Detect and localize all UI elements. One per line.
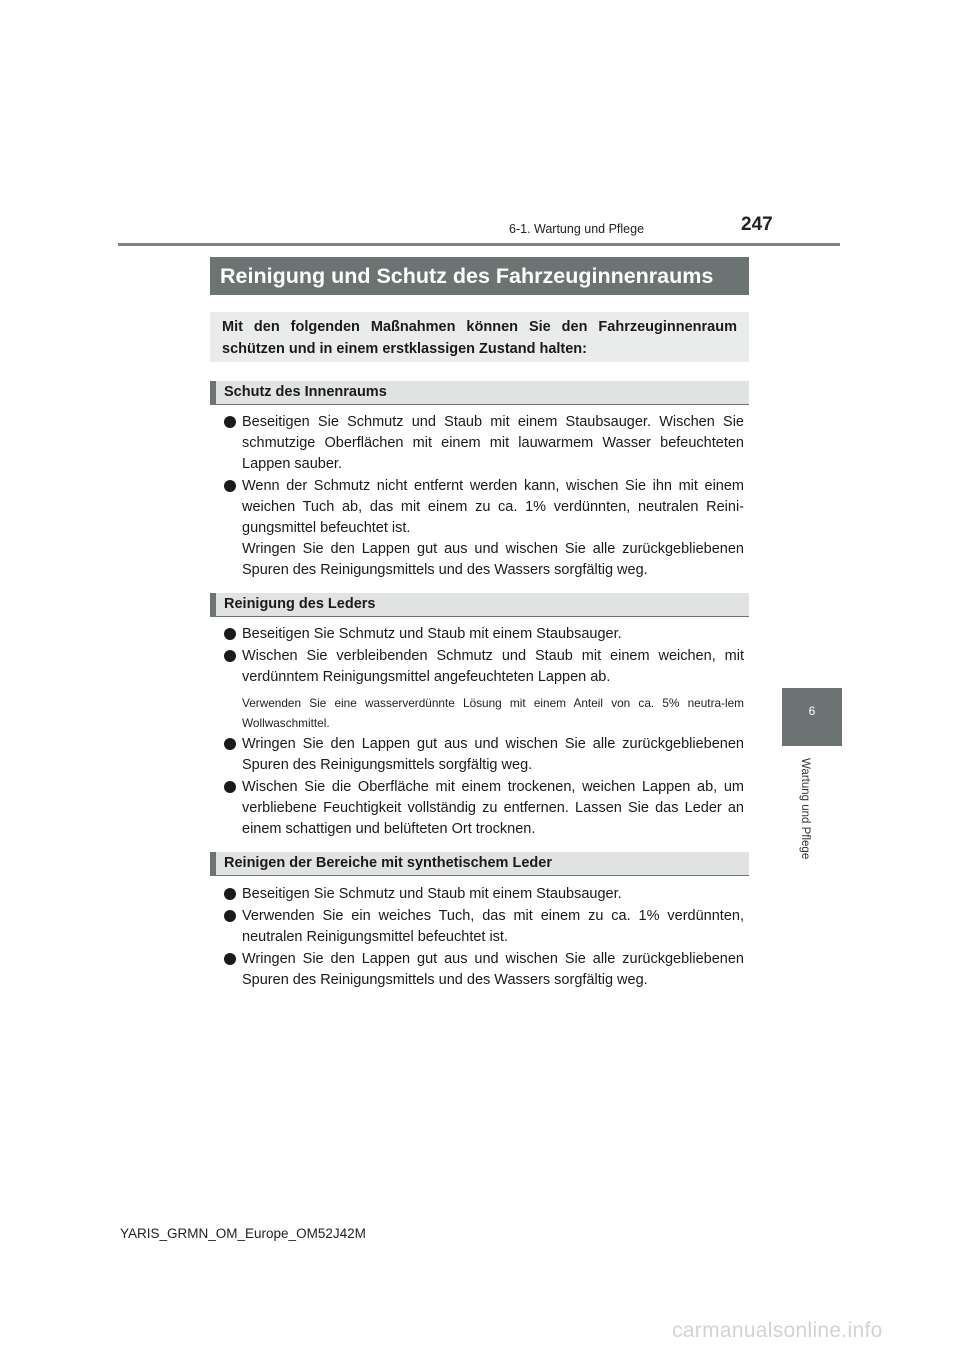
page-title [210,257,749,295]
list-item-text: Wringen Sie den Lappen gut aus und wischen Sie alle zurückgebliebenen Spuren des Reinigungsmittels sorgfältig weg. [242,736,744,773]
chapter-tab-label: Wartung und Pflege [799,758,811,860]
bullet-icon [224,888,236,900]
section-heading-schutz: Schutz des Innenraums [210,381,749,405]
chapter-tab-number: 6 [808,704,816,718]
list-item-text: Wischen Sie verbleibenden Schmutz und Staub mit einem weichen, mit verdünntem Reinigungsmittel angefeuchteten Lappen ab. [242,648,744,685]
document-code: YARIS_GRMN_OM_Europe_OM52J42M [120,1226,366,1241]
bullet-icon [224,416,236,428]
list-item [214,646,744,688]
bullet-icon [224,650,236,662]
list-item-text: Wischen Sie die Oberfläche mit einem trockenen, weichen Lappen ab, um verbliebene Feuchtigkeit vollständig zu entfernen. Lassen Sie das Leder an einem schattigen und belüfteten Ort trocknen. [242,779,744,837]
note-text: Verwenden Sie eine wasserverdünnte Lösung mit einem Anteil von ca. 5% neutra-lem Wollwaschmittel. [242,696,744,730]
page-title-text: Reinigung und Schutz des Fahrzeuginnenraums [220,263,714,288]
bullet-icon [224,480,236,492]
list-item-text: Verwenden Sie ein weiches Tuch, das mit einem zu ca. 1% verdünnten, neutralen Reinigungsmittel befeuchtet ist. [242,908,744,945]
list-item [214,949,744,991]
intro-box [210,312,749,362]
list-item-text: Wringen Sie den Lappen gut aus und wischen Sie alle zurückgebliebenen Spuren des Reinigungsmittels und des Wassers sorgfältig weg. [242,951,744,988]
section-heading-synthetisches-leder: Reinigen der Bereiche mit synthetischem Leder [210,852,749,876]
list-item [214,734,744,776]
header-rule [118,243,840,246]
list-item [214,476,744,581]
header-section-title: 6-1. Wartung und Pflege [509,222,645,236]
page-number: 247 [741,214,773,235]
bullet-icon [224,953,236,965]
list-item [214,412,744,475]
watermark: carmanualsonline.info [672,1319,883,1342]
section-heading-leder: Reinigung des Leders [210,593,749,617]
bullet-icon [224,738,236,750]
list-item-text: Wenn der Schmutz nicht entfernt werden kann, wischen Sie ihn mit einem weichen Tuch ab, das mit einem zu ca. 1% verdünnten, neutralen Reini-gungsmittel befeuchtet ist. [242,478,744,536]
bullet-icon [224,628,236,640]
list-item-text: Beseitigen Sie Schmutz und Staub mit einem Staubsauger. [242,886,622,902]
bullet-icon [224,910,236,922]
intro-text: Mit den folgenden Maßnahmen können Sie den Fahrzeuginnenraum schützen und in einem erstklassigen Zustand halten: [222,319,737,357]
list-item [214,906,744,948]
list-item-text: Beseitigen Sie Schmutz und Staub mit einem Staubsauger. [242,626,622,642]
list-item [214,624,744,645]
list-item-continuation: Wringen Sie den Lappen gut aus und wischen Sie alle zurückgebliebenen Spuren des Reinigungsmittels und des Wassers sorgfältig weg. [242,541,744,578]
list-item [214,884,744,905]
bullet-icon [224,781,236,793]
list-item-text: Beseitigen Sie Schmutz und Staub mit einem Staubsauger. Wischen Sie schmutzige Oberflächen mit einem mit lauwarmem Wasser befeuchteten Lappen sauber. [242,414,744,472]
list-item [214,777,744,840]
